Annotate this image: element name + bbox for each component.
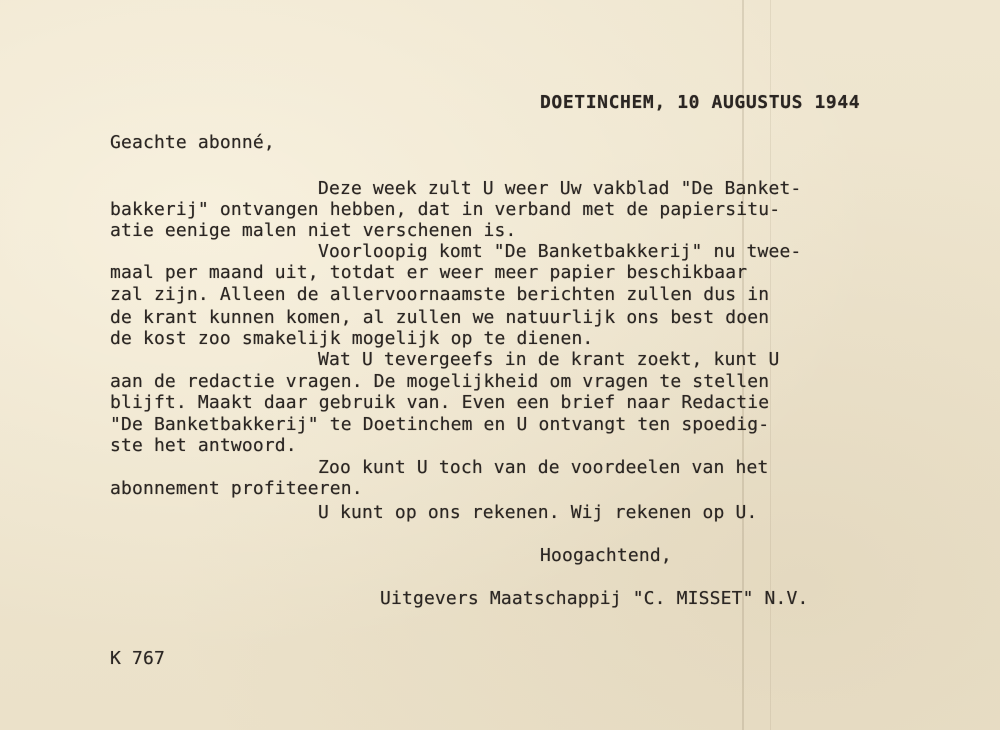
body-line: Wat U tevergeefs in de krant zoekt, kunt U	[318, 349, 780, 370]
body-line: maal per maand uit, totdat er weer meer papier beschikbaar	[110, 262, 748, 283]
dateline: DOETINCHEM, 10 AUGUSTUS 1944	[540, 92, 861, 113]
body-line: abonnement profiteeren.	[110, 478, 363, 499]
body-line: bakkerij" ontvangen hebben, dat in verband met de papiersitu-	[110, 199, 781, 220]
body-line: atie eenige malen niet verschenen is.	[110, 220, 517, 241]
body-line: Voorloopig komt "De Banketbakkerij" nu twee-	[318, 241, 802, 262]
body-line: zal zijn. Alleen de allervoornaamste berichten zullen dus in	[110, 284, 770, 305]
body-line: de krant kunnen komen, al zullen we natuurlijk ons best doen	[110, 307, 770, 328]
signature: Uitgevers Maatschappij "C. MISSET" N.V.	[380, 588, 809, 609]
body-line: Deze week zult U weer Uw vakblad "De Banket-	[318, 178, 802, 199]
closing: Hoogachtend,	[540, 545, 672, 566]
body-line: U kunt op ons rekenen. Wij rekenen op U.	[318, 502, 758, 523]
body-line: de kost zoo smakelijk mogelijk op te dienen.	[110, 328, 594, 349]
body-line: aan de redactie vragen. De mogelijkheid om vragen te stellen	[110, 371, 770, 392]
body-line: Zoo kunt U toch van de voordeelen van het	[318, 457, 769, 478]
body-line: "De Banketbakkerij" te Doetinchem en U ontvangt ten spoedig-	[110, 414, 770, 435]
body-line: blijft. Maakt daar gebruik van. Even een brief naar Redactie	[110, 392, 770, 413]
reference-number: K 767	[110, 648, 165, 669]
body-line: ste het antwoord.	[110, 435, 297, 456]
salutation: Geachte abonné,	[110, 132, 275, 153]
